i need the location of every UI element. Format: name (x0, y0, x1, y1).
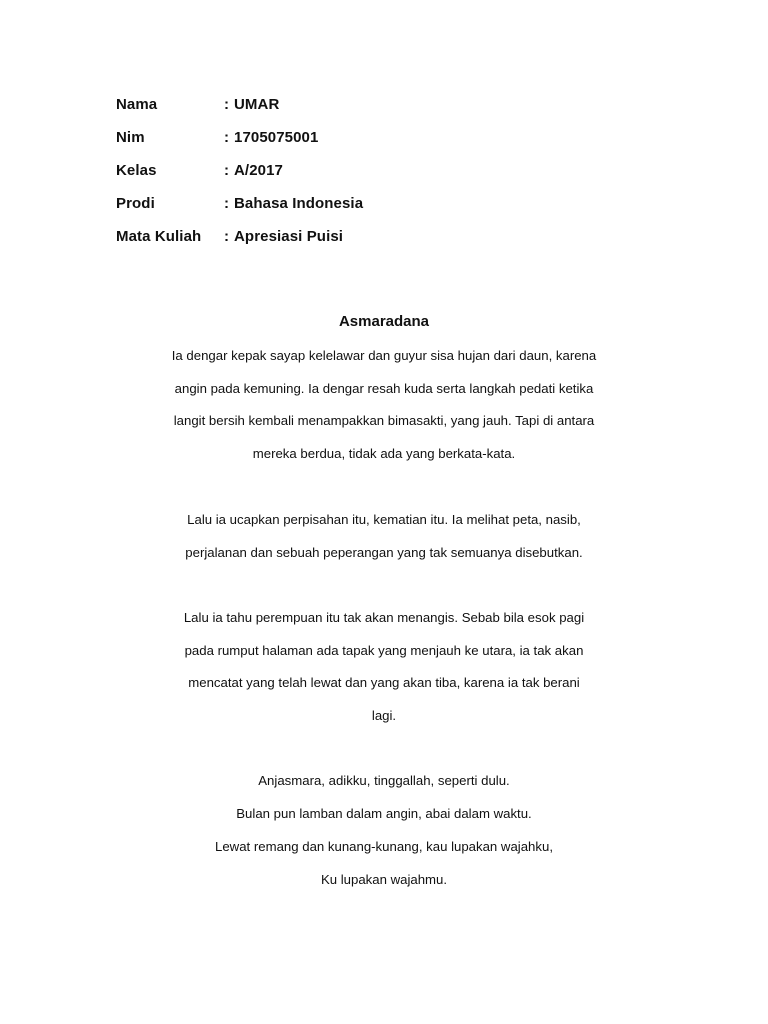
info-label: Prodi (116, 195, 155, 212)
poem-line: Bulan pun lamban dalam angin, abai dalam waktu. (236, 806, 532, 821)
info-label: Mata Kuliah (116, 228, 202, 245)
info-separator: : (224, 195, 230, 212)
info-separator: : (224, 96, 230, 113)
poem-stanza-1 (130, 340, 638, 471)
info-row-kelas (116, 154, 616, 187)
info-row-prodi (116, 187, 616, 220)
poem-title: Asmaradana (338, 313, 430, 330)
poem-line: angin pada kemuning. Ia dengar resah kuda serta langkah pedati ketika (174, 380, 594, 396)
info-value: 1705075001 (234, 129, 319, 146)
student-info-block (116, 88, 616, 253)
info-label: Nama (116, 96, 158, 113)
info-row-nama (116, 88, 616, 121)
poem-line: Ia dengar kepak sayap kelelawar dan guyur sisa hujan dari daun, karena (171, 348, 597, 363)
info-separator: : (224, 129, 230, 146)
poem-line: Ku lupakan wajahmu. (320, 872, 448, 887)
poem-stanza-4 (130, 764, 638, 896)
poem-stanza-3 (130, 602, 638, 733)
info-label: Nim (116, 129, 145, 146)
poem-line: Lalu ia tahu perempuan itu tak akan menangis. Sebab bila esok pagi (183, 610, 585, 625)
poem-line: perjalanan dan sebuah peperangan yang tak semuanya disebutkan. (185, 544, 583, 560)
poem-line: langit bersih kembali menampakkan bimasakti, yang jauh. Tapi di antara (173, 413, 595, 429)
poem-line: mencatat yang telah lewat dan yang akan tiba, karena ia tak berani (188, 675, 580, 691)
poem-line: pada rumput halaman ada tapak yang menjauh ke utara, ia tak akan (184, 642, 584, 658)
info-value: A/2017 (234, 162, 283, 179)
poem-line: Anjasmara, adikku, tinggallah, seperti dulu. (258, 773, 510, 788)
poem-line: lagi. (371, 708, 397, 724)
info-separator: : (224, 228, 230, 245)
poem-line: Lalu ia ucapkan perpisahan itu, kematian itu. Ia melihat peta, nasib, (187, 512, 581, 527)
info-value: UMAR (234, 96, 280, 113)
poem-line: Lewat remang dan kunang-kunang, kau lupakan wajahku, (215, 839, 553, 854)
info-value: Bahasa Indonesia (234, 195, 364, 212)
info-row-mata-kuliah (116, 220, 616, 253)
poem-line: mereka berdua, tidak ada yang berkata-kata. (252, 446, 516, 462)
info-separator: : (224, 162, 230, 179)
info-row-nim (116, 121, 616, 154)
info-label: Kelas (116, 162, 157, 179)
poem-stanza-2 (130, 504, 638, 569)
info-value: Apresiasi Puisi (234, 228, 344, 245)
